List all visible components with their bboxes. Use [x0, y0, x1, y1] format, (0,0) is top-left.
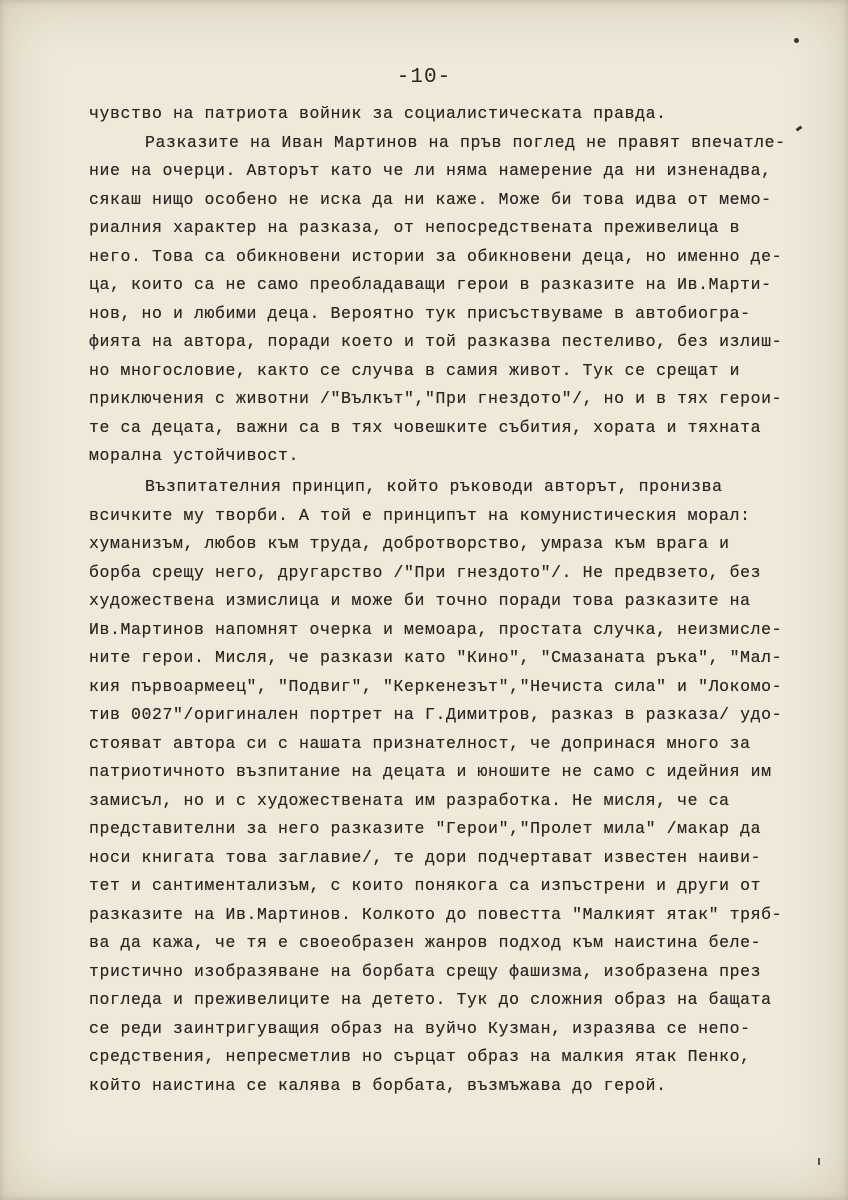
text-line: Възпитателния принцип, който ръководи авторът, пронизва	[145, 477, 723, 496]
text-line: Ив.Мартинов напомнят очерка и мемоара, простата случка, неизмисле-	[89, 620, 783, 639]
text-line: но многословие, както се случва в самия живот. Тук се срещат и	[89, 361, 741, 380]
text-line: фията на автора, поради което и той разказва пестеливо, без излиш-	[89, 332, 783, 351]
page-number: -10-	[396, 66, 452, 89]
text-line: погледа и преживелиците на детето. Тук до сложния образ на бащата	[89, 990, 772, 1009]
text-line: представителни за него разказите "Герои","Пролет мила" /макар да	[89, 819, 762, 838]
text-line: всичките му творби. А той е принципът на комунистическия морал:	[89, 506, 751, 525]
text-line: ние на очерци. Авторът като че ли няма намерение да ни изненадва,	[89, 161, 772, 180]
text-line: се реди заинтригуващия образ на вуйчо Кузман, изразява се непо-	[89, 1019, 751, 1038]
text-line: замисъл, но и с художествената им разработка. Не мисля, че са	[89, 791, 730, 810]
ink-tick-mark	[796, 126, 803, 132]
text-line: борба срещу него, другарство /"При гнездото"/. Не предвзето, без	[89, 563, 762, 582]
text-line: сякаш нищо особено не иска да ни каже. Може би това идва от мемо-	[89, 190, 772, 209]
text-line: Разказите на Иван Мартинов на пръв поглед не правят впечатле-	[145, 133, 786, 152]
text-line: средствения, непресметлив но сърцат образ на малкия ятак Пенко,	[89, 1047, 751, 1066]
text-line: носи книгата това заглавие/, те дори подчертават известен наиви-	[89, 848, 762, 867]
text-line: те са децата, важни са в тях човешките събития, хората и тяхната	[89, 418, 762, 437]
text-line: тив 0027"/оригинален портрет на Г.Димитров, разказ в разказа/ удо-	[89, 705, 783, 724]
text-line: нов, но и любими деца. Вероятно тук присъствуваме в автобиогра-	[89, 304, 751, 323]
text-line: художествена измислица и може би точно поради това разказите на	[89, 591, 751, 610]
text-line: стояват автора си с нашата признателност, че допринася много за	[89, 734, 751, 753]
text-line: хуманизъм, любов към труда, добротворство, умраза към врага и	[89, 534, 730, 553]
text-line: кия първоармеец", "Подвиг", "Керкенезът","Нечиста сила" и "Локомо-	[89, 677, 783, 696]
text-line: ните герои. Мисля, че разкази като "Кино", "Смазаната ръка", "Мал-	[89, 648, 783, 667]
text-line: чувство на патриота войник за социалистическата правда.	[89, 104, 667, 123]
text-line: тет и сантиментализъм, с които понякога са изпъстрени и други от	[89, 876, 762, 895]
ink-speck-mark	[818, 1158, 820, 1165]
text-line: тристично изобразяване на борбата срещу фашизма, изобразена през	[89, 962, 762, 981]
text-line: разказите на Ив.Мартинов. Колкото до повестта "Малкият ятак" тряб-	[89, 905, 783, 924]
text-line: който наистина се калява в борбата, възмъжава до герой.	[89, 1076, 667, 1095]
text-line: риалния характер на разказа, от непосредствената преживелица в	[89, 218, 741, 237]
ink-dot-mark	[794, 38, 799, 43]
text-line: ца, които са не само преобладаващи герои в разказите на Ив.Марти-	[89, 275, 772, 294]
text-line: морална устойчивост.	[89, 446, 300, 465]
text-line: патриотичното възпитание на децата и юношите не само с идейния им	[89, 762, 772, 781]
text-line: приключения с животни /"Вълкът","При гнездото"/, но и в тях герои-	[89, 389, 783, 408]
text-line: ва да кажа, че тя е своеобразен жанров подход към наистина беле-	[89, 933, 762, 952]
text-line: него. Това са обикновени истории за обикновени деца, но именно де-	[89, 247, 783, 266]
